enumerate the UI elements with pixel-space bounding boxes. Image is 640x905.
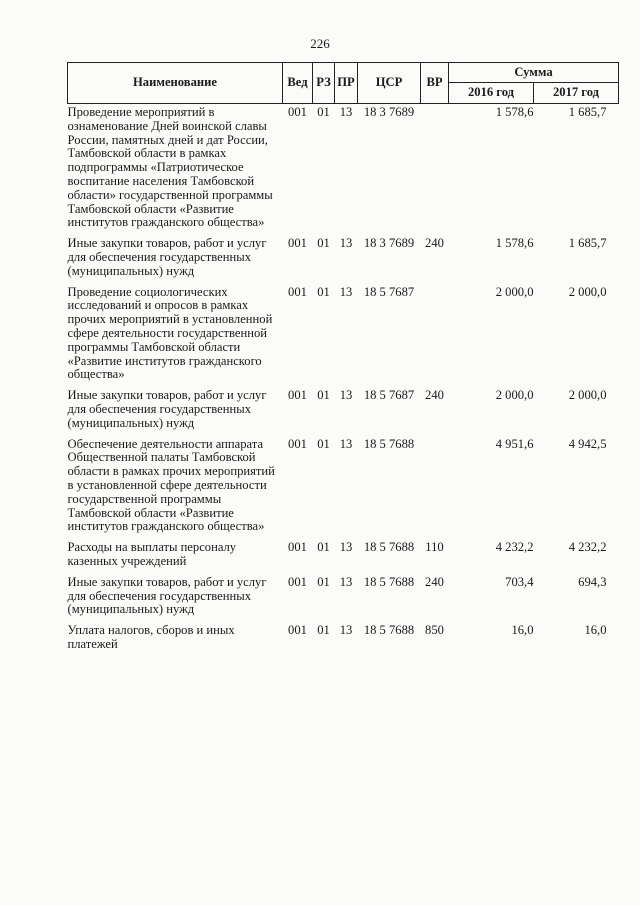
row-vr bbox=[421, 284, 449, 388]
row-vr: 240 bbox=[425, 574, 444, 589]
row-name: Расходы на выплаты персоналу казенных учреждений bbox=[67, 540, 237, 568]
row-ved: 001 bbox=[288, 436, 307, 451]
row-csr: 18 5 7688 bbox=[363, 574, 415, 589]
row-sum-2016: 2 000,0 bbox=[495, 388, 534, 403]
row-csr: 18 5 7687 bbox=[363, 284, 415, 299]
row-pr: 13 bbox=[339, 540, 353, 555]
row-csr: 18 5 7688 bbox=[363, 436, 415, 451]
row-sum-2016: 1 578,6 bbox=[495, 105, 534, 119]
row-vr: 240 bbox=[425, 236, 444, 251]
header-name: Наименование bbox=[68, 63, 283, 104]
row-pr: 13 bbox=[339, 284, 353, 299]
row-rz: 01 bbox=[317, 540, 330, 555]
row-sum-2016: 703,4 bbox=[505, 574, 534, 589]
row-pr: 13 bbox=[339, 623, 353, 638]
row-sum-2016: 1 578,6 bbox=[495, 236, 534, 251]
row-sum-2017: 2 000,0 bbox=[568, 388, 607, 403]
row-csr: 18 3 7689 bbox=[363, 236, 415, 251]
row-pr: 13 bbox=[339, 574, 353, 589]
row-csr: 18 3 7689 bbox=[363, 105, 415, 119]
row-rz: 01 bbox=[317, 105, 330, 119]
page-number: 226 bbox=[310, 36, 330, 51]
table-header bbox=[68, 63, 619, 104]
row-name: Иные закупки товаров, работ и услуг для обеспечения государственных (муниципальных) нужд bbox=[67, 236, 267, 278]
row-sum-2016: 2 000,0 bbox=[495, 284, 534, 299]
row-sum-2016: 4 951,6 bbox=[495, 436, 534, 451]
row-ved: 001 bbox=[288, 623, 307, 638]
row-rz: 01 bbox=[317, 388, 330, 403]
table-row bbox=[68, 436, 619, 540]
table-row bbox=[68, 104, 619, 236]
row-pr: 13 bbox=[339, 436, 353, 451]
row-name: Уплата налогов, сборов и иных платежей bbox=[67, 623, 235, 651]
row-ved: 001 bbox=[288, 540, 307, 555]
row-rz: 01 bbox=[317, 574, 330, 589]
row-ved: 001 bbox=[288, 284, 307, 299]
row-pr: 13 bbox=[339, 236, 353, 251]
table-row bbox=[68, 284, 619, 388]
row-sum-2017: 694,3 bbox=[578, 574, 607, 589]
row-ved: 001 bbox=[288, 105, 307, 119]
row-sum-2017: 1 685,7 bbox=[568, 236, 607, 251]
header-csr: ЦСР bbox=[358, 63, 421, 104]
row-sum-2017: 1 685,7 bbox=[568, 105, 607, 119]
row-sum-2016: 16,0 bbox=[511, 623, 534, 638]
row-csr: 18 5 7687 bbox=[363, 388, 415, 403]
row-name: Проведение социологических исследований и опросов в рамках прочих мероприятий в установленной сфере деятельности государственной программы Тамбовской области «Развитие институтов гражданского общества» bbox=[67, 284, 273, 382]
row-sum-2017: 16,0 bbox=[584, 623, 607, 638]
row-rz: 01 bbox=[317, 436, 330, 451]
header-year-2016: 2016 год bbox=[449, 83, 534, 104]
row-sum-2017: 4 232,2 bbox=[568, 540, 607, 555]
table-body bbox=[68, 104, 619, 657]
row-ved: 001 bbox=[288, 236, 307, 251]
header-pr: ПР bbox=[335, 63, 358, 104]
row-name: Иные закупки товаров, работ и услуг для обеспечения государственных (муниципальных) нужд bbox=[67, 388, 267, 430]
row-sum-2017: 2 000,0 bbox=[568, 284, 607, 299]
budget-table bbox=[67, 62, 619, 657]
row-pr: 13 bbox=[339, 105, 353, 119]
table-row bbox=[68, 622, 619, 657]
row-ved: 001 bbox=[288, 388, 307, 403]
row-name: Иные закупки товаров, работ и услуг для обеспечения государственных (муниципальных) нужд bbox=[67, 574, 267, 617]
row-name: Обеспечение деятельности аппарата Общественной палаты Тамбовской области в рамках прочих мероприятий в установленной сфере деятельности государственной программы Тамбовской области «Развитие институтов гражданского общества» bbox=[67, 436, 275, 534]
header-vr: ВР bbox=[421, 63, 449, 104]
row-vr: 110 bbox=[425, 540, 444, 555]
header-year-2017: 2017 год bbox=[534, 83, 619, 104]
row-vr bbox=[421, 104, 449, 236]
row-csr: 18 5 7688 bbox=[363, 623, 415, 638]
table-row bbox=[68, 235, 619, 283]
table-row bbox=[68, 539, 619, 574]
row-vr bbox=[421, 436, 449, 540]
row-rz: 01 bbox=[317, 623, 330, 638]
row-csr: 18 5 7688 bbox=[363, 540, 415, 555]
header-sum: Сумма bbox=[449, 63, 619, 83]
header-rz: РЗ bbox=[313, 63, 335, 104]
row-ved: 001 bbox=[288, 574, 307, 589]
table-row bbox=[68, 387, 619, 435]
row-vr: 850 bbox=[425, 623, 444, 638]
row-vr: 240 bbox=[425, 388, 444, 403]
row-name: Проведение мероприятий в ознаменование Дней воинской славы России, памятных дней и дат России, Тамбовской области в рамках подпрограммы «Патриотическое воспитание населения Тамбовской области» государственной программы Тамбовской области «Развитие институтов гражданского общества» bbox=[67, 105, 273, 230]
row-sum-2016: 4 232,2 bbox=[495, 540, 534, 555]
row-sum-2017: 4 942,5 bbox=[568, 436, 607, 451]
row-rz: 01 bbox=[317, 284, 330, 299]
table-row bbox=[68, 574, 619, 622]
row-rz: 01 bbox=[317, 236, 330, 251]
header-ved: Вед bbox=[283, 63, 313, 104]
row-pr: 13 bbox=[339, 388, 353, 403]
